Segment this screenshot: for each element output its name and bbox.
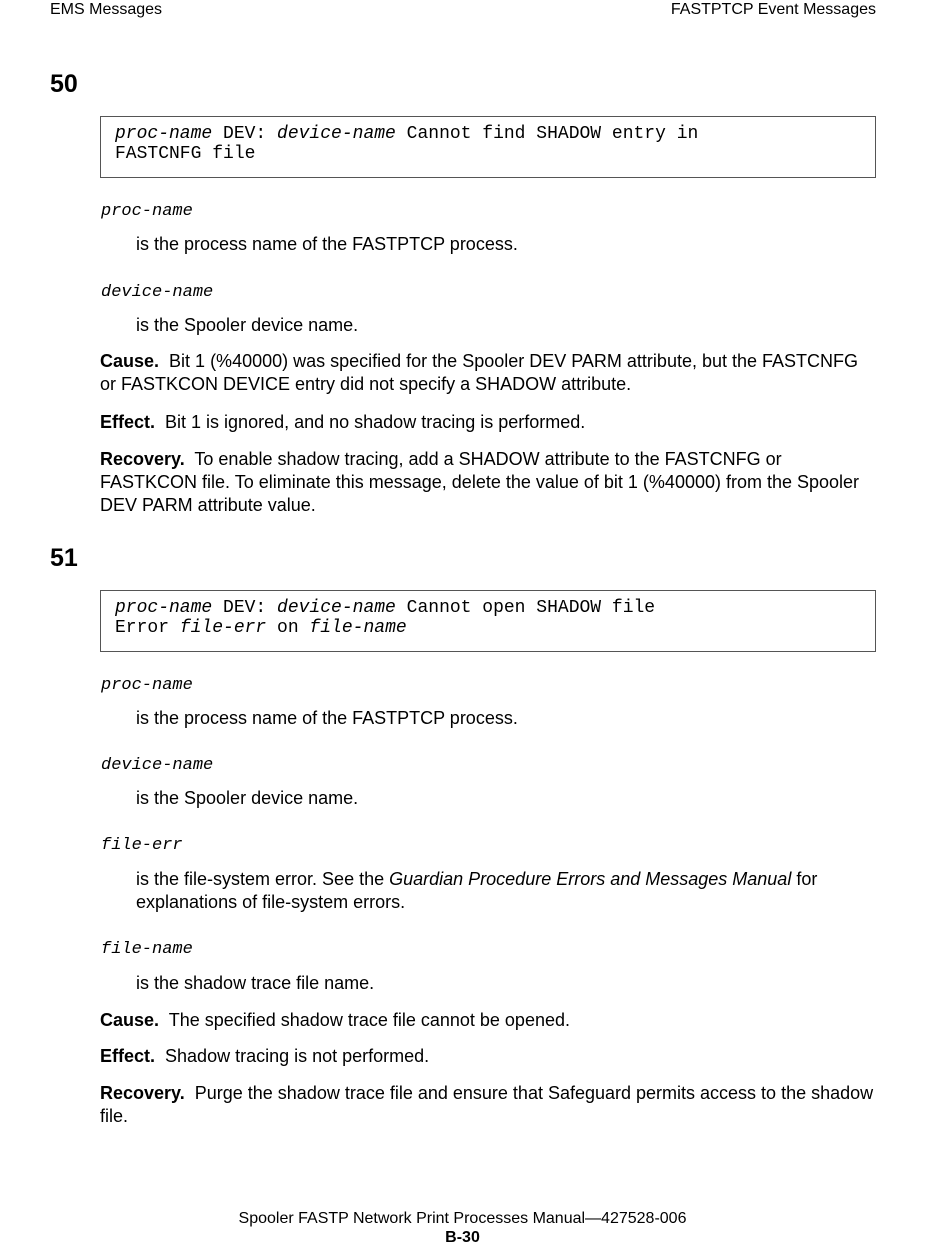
variable-term: proc-name	[101, 676, 193, 695]
variable-description: is the process name of the FASTPTCP process.	[136, 234, 518, 254]
message-number: 51	[50, 544, 78, 572]
recovery-label: Recovery.	[100, 449, 185, 469]
message-syntax-box	[100, 116, 876, 178]
header-chapter-title: FASTPTCP Event Messages	[670, 1, 876, 18]
cause-label: Cause.	[100, 351, 160, 371]
recovery-label: Recovery.	[100, 1083, 185, 1103]
syntax-placeholder: file-name	[309, 618, 407, 638]
syntax-text: Cannot find SHADOW entry in	[395, 124, 699, 144]
syntax-placeholder: device-name	[277, 124, 396, 144]
cause-paragraph	[100, 1009, 876, 1032]
variable-term: file-err	[101, 836, 183, 855]
variable-description: is the process name of the FASTPTCP process.	[136, 708, 518, 728]
variable-description	[136, 868, 876, 914]
variable-term: device-name	[101, 756, 214, 775]
syntax-text: Error	[115, 618, 180, 638]
message-number: 50	[50, 70, 78, 98]
effect-text: Bit 1 is ignored, and no shadow tracing is performed.	[165, 412, 586, 432]
syntax-placeholder: proc-name	[115, 598, 213, 618]
syntax-placeholder: device-name	[277, 598, 396, 618]
recovery-paragraph	[100, 448, 876, 517]
recovery-paragraph	[100, 1082, 876, 1128]
cause-label: Cause.	[100, 1010, 160, 1030]
variable-term: file-name	[101, 940, 193, 959]
running-header	[50, 0, 876, 20]
recovery-text: Purge the shadow trace file and ensure that Safeguard permits access to the shadow file.	[100, 1083, 874, 1126]
description-text: for explanations of file-system errors.	[136, 869, 818, 912]
variable-term: proc-name	[101, 202, 193, 221]
syntax-text: Cannot open SHADOW file	[395, 598, 656, 618]
syntax-text: DEV:	[212, 124, 278, 144]
effect-paragraph	[100, 1045, 876, 1068]
syntax-text: FASTCNFG file	[115, 144, 256, 164]
syntax-placeholder: file-err	[179, 618, 267, 638]
variable-term: device-name	[101, 283, 214, 302]
variable-description: is the Spooler device name.	[136, 315, 359, 335]
variable-description: is the Spooler device name.	[136, 788, 359, 808]
syntax-text: DEV:	[212, 598, 278, 618]
header-section-title: EMS Messages	[50, 1, 163, 18]
recovery-text: To enable shadow tracing, add a SHADOW attribute to the FASTCNFG or FASTKCON file. To eliminate this message, delete the value of bit 1 (%40000) from the Spooler DEV PARM attribute value.	[100, 449, 860, 515]
message-syntax-box	[100, 590, 876, 652]
cause-text: The specified shadow trace file cannot be opened.	[168, 1010, 570, 1030]
effect-text: Shadow tracing is not performed.	[165, 1046, 430, 1066]
cause-text: Bit 1 (%40000) was specified for the Spooler DEV PARM attribute, but the FASTCNFG or FASTKCON DEVICE entry did not specify a SHADOW attribute.	[100, 351, 859, 394]
effect-paragraph	[100, 411, 876, 434]
effect-label: Effect.	[100, 412, 156, 432]
manual-title: Guardian Procedure Errors and Messages Manual	[389, 869, 792, 889]
effect-label: Effect.	[100, 1046, 156, 1066]
syntax-text: on	[266, 618, 310, 638]
cause-paragraph	[100, 350, 876, 396]
page-footer	[0, 1209, 925, 1247]
page-number: B-30	[445, 1229, 480, 1246]
manual-title-footer: Spooler FASTP Network Print Processes Manual—427528-006	[238, 1210, 687, 1227]
syntax-placeholder: proc-name	[115, 124, 213, 144]
variable-description: is the shadow trace file name.	[136, 973, 375, 993]
description-text: is the file-system error. See the	[136, 869, 390, 889]
